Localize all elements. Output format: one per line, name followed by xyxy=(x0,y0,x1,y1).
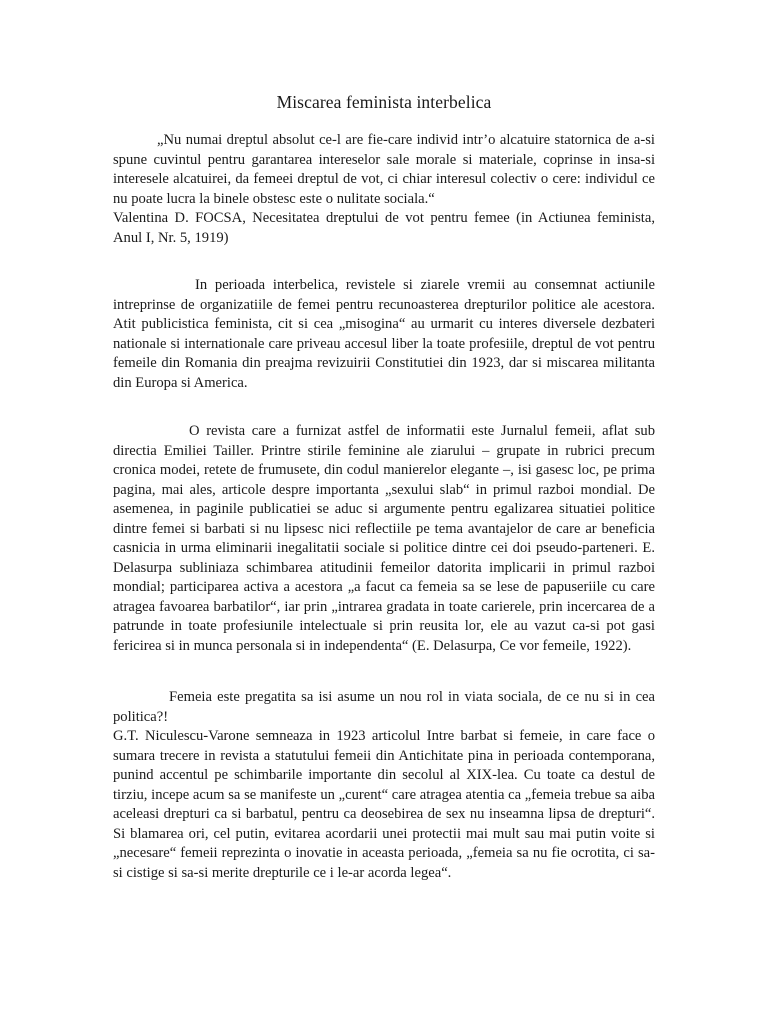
quote-text: „Nu numai dreptul absolut ce-l are fie-care individ intr’o alcatuire statornica de a-si spune cuvintul pentru garantarea intereselor sale morale si materiale, coprinse in insa-si interesele alcatuirei, da femeei dreptul de vot, ci chiar interesul colectiv o cere: individul ce nu poate lucra la binele obstesc este o nulitate sociala.“ xyxy=(113,132,655,207)
document-title: Miscarea feminista interbelica xyxy=(276,92,492,112)
paragraph-1 xyxy=(113,276,655,393)
paragraph-2 xyxy=(113,422,655,656)
paragraph-3-lead: Femeia este pregatita sa isi asume un nou rol in viata sociala, de ce nu si in cea politica?! xyxy=(113,689,655,725)
paragraph-2-text: O revista care a furnizat astfel de informatii este Jurnalul femeii, aflat sub directia Emiliei Tailler. Printre stirile feminine ale ziarului – grupate in rubrici precum cronica modei, retete de frumusete, din codul manierelor elegante –, isi gasesc loc, pe prima pagina, mai ales, articole despre importanta „sexului slab“ in primul razboi mondial. De asemenea, in paginile publicatiei se aduc si argumente pentru egalizarea situatiei politice dintre femei si barbati si nu lipsesc nici reflectiile pe tema avantajelor de care ar beneficia casnicia in urma eliminarii inegalitatii sociale si politice dintre cei doi pseudo-parteneri. E. Delasurpa subliniaza schimbarea atitudinii femeilor datorita implicarii in primul razboi mondial; participarea activa a acestora „a facut ca femeia sa se lese de papuseriile cu care atragea favoarea barbatilor“, iar prin „intrarea gradata in toate carierele, prin incercarea de a patrunde in toate profesiunile intelectuale si prin reusita lor, ele au vazut ca-si pot gasi fericirea si in munca personala si in independenta“ (E. Delasurpa, Ce vor femeile, 1922). xyxy=(113,423,655,654)
paragraph-1-text: In perioada interbelica, revistele si ziarele vremii au consemnat actiunile intreprinse de organizatiile de femei pentru recunoasterea drepturilor politice ale acestora. Atit publicistica feminista, cit si cea „misogina“ au urmarit cu interes diversele dezbateri nationale si internationale care priveau accesul liber la toate profesiile, dreptul de vot pentru femeile din Romania din preajma revizuirii Constitutiei din 1923, dar si miscarea militanta din Europa si America. xyxy=(113,277,655,391)
paragraph-3 xyxy=(113,688,655,883)
quote-attribution: Valentina D. FOCSA, Necesitatea dreptului de vot pentru femee (in Actiunea feminista, Anul I, Nr. 5, 1919) xyxy=(113,210,655,246)
epigraph-quote xyxy=(113,131,655,248)
paragraph-3-body: G.T. Niculescu-Varone semneaza in 1923 articolul Intre barbat si femeie, in care face o sumara trecere in revista a statutului femeii din Antichitate pina in perioada contemporana, punind accentul pe schimbarile importante din secolul al XIX-lea. Cu toate ca destul de tirziu, incepe acum sa se manifeste un „curent“ care atragea atentia ca „femeia trebue sa aiba aceleasi drepturi ca si barbatul, pentru ca deosebirea de sex nu inseamna lipsa de drepturi“. Si blamarea ori, cel putin, evitarea acordarii unei protectii mai mult sau mai putin voite si „necesare“ femeii reprezinta o inovatie in aceasta perioada, „femeia sa nu fie ocrotita, ci sa-si cistige si sa-si merite drepturile ce i le-ar acorda legea“. xyxy=(113,728,655,881)
